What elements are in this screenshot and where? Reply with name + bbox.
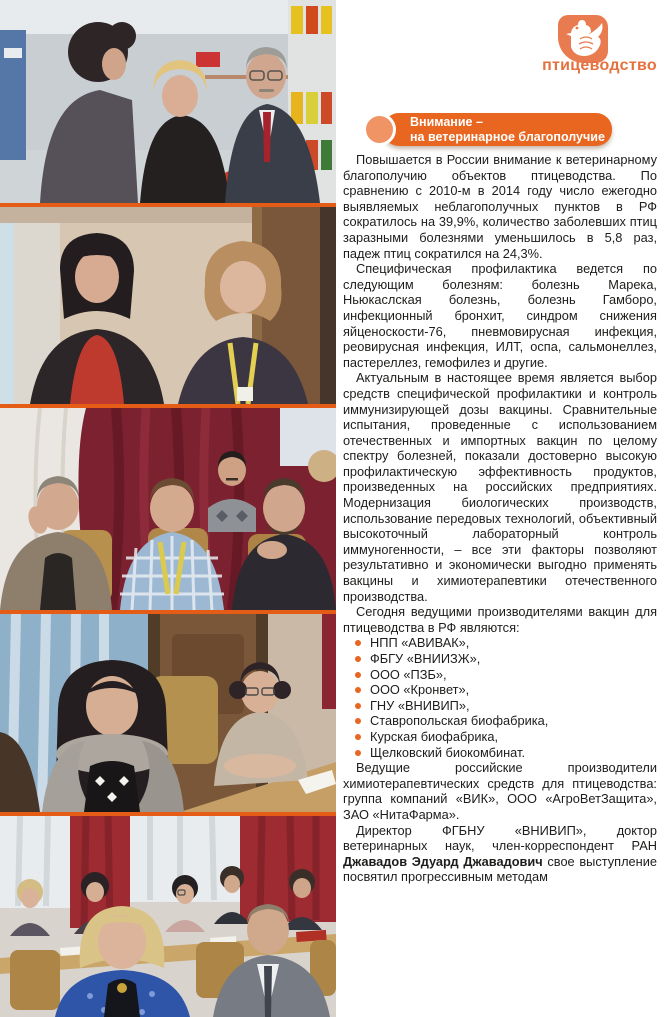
producer-name: Курская биофабрика, bbox=[370, 728, 499, 744]
list-item bbox=[343, 698, 657, 714]
bullet-icon bbox=[355, 718, 361, 724]
paragraph-chemo-producers: Ведущие российские производители химиотерапевтических средств для птицеводства: группа компаний «ВИК», ООО «АгроВетЗащита», ЗАО «НитаФарма». bbox=[343, 760, 657, 822]
director-text-after: свое выступление посвятил прогрессивным методам bbox=[343, 853, 657, 885]
paragraph-director bbox=[343, 823, 657, 885]
paragraph-vaccine-choice: Актуальным в настоящее время является выбор средств специфической профилактики и контроль иммунизирующей дозы вакцины. Сравнительные испытания, проведенные с использованием отечественных и импортных вакцин по целому спектру болезней, показали достоверно высокую профилактическую эффективность продуктов, произведенных на российских предприятиях. Модернизация биологических производств, использование передовых технологий, объективный высокоточный лабораторный контроль иммуногенности, – все эти факторы позволяют результативно и экономически выгодно применять вакцины и химиотерапевтики отечественного производства. bbox=[343, 370, 657, 604]
article-title-line1: Внимание – bbox=[410, 115, 483, 129]
producer-name: Щелковский биокомбинат. bbox=[370, 744, 526, 760]
list-item bbox=[343, 682, 657, 698]
article-column bbox=[343, 0, 657, 1017]
bullet-icon bbox=[355, 687, 361, 693]
bullet-icon bbox=[355, 703, 361, 709]
article-body bbox=[343, 152, 657, 885]
list-item bbox=[343, 635, 657, 651]
article-title-line2: на ветеринарное благополучие bbox=[410, 129, 605, 144]
photo-male-audience bbox=[0, 408, 336, 610]
photo-exhibition-visit bbox=[0, 0, 336, 203]
photo-women-seated bbox=[0, 614, 336, 812]
producer-name: Ставропольская биофабрика, bbox=[370, 713, 549, 729]
bullet-icon bbox=[355, 656, 361, 662]
bullet-icon bbox=[355, 750, 361, 756]
producer-list bbox=[343, 635, 657, 760]
list-item bbox=[343, 651, 657, 667]
paragraph-prophylaxis: Специфическая профилактика ведется по следующим болезням: болезнь Марека, Ньюкаслская болезнь, болезнь Гамборо, инфекционный бронхит, синдром снижения яйценоскости-76, пневмовирусная инфекция, реовирусная инфекция, ИЛТ, оспа, сальмонеллез, пастереллез, гемофилез и другие. bbox=[343, 261, 657, 370]
hen-icon bbox=[558, 15, 608, 63]
article-title-banner bbox=[383, 113, 612, 146]
list-item bbox=[343, 729, 657, 745]
paragraph-producers-intro: Сегодня ведущими производителями вакцин для птицеводства в РФ являются: bbox=[343, 604, 657, 635]
producer-name: ООО «Кронвет», bbox=[370, 682, 470, 698]
photo-conference-hall bbox=[0, 816, 336, 1017]
director-name: Джавадов Эдуард Джавадович bbox=[343, 853, 543, 869]
list-item bbox=[343, 667, 657, 683]
article-title bbox=[410, 115, 605, 144]
list-item bbox=[343, 713, 657, 729]
producer-name: ФБГУ «ВНИИЗЖ», bbox=[370, 651, 481, 666]
producer-name: ГНУ «ВНИВИП», bbox=[370, 697, 470, 713]
photo-two-women bbox=[0, 207, 336, 404]
producer-name: НПП «АВИВАК», bbox=[370, 635, 470, 651]
section-title: птицеводство bbox=[542, 57, 657, 74]
list-item bbox=[343, 745, 657, 761]
paragraph-stats: Повышается в России внимание к ветеринарному благополучию объектов птицеводства. По сравнению с 2010-м в 2014 году число ежегодно выявляемых неблагополучных пунктов в РФ сократилось на 39,9%, количество заболевших птиц заразными болезнями уменьшилось в 5,8 раз, падеж птиц сократился на 24,3%. bbox=[343, 152, 657, 261]
bullet-icon bbox=[355, 734, 361, 740]
director-text-before: Директор ФГБНУ «ВНИВИП», доктор ветеринарных наук, член-корреспондент РАН bbox=[343, 822, 657, 854]
bullet-icon bbox=[355, 640, 361, 646]
producer-name: ООО «ПЗБ», bbox=[370, 666, 447, 682]
bullet-icon bbox=[355, 672, 361, 678]
banner-bullet-circle bbox=[363, 113, 396, 146]
